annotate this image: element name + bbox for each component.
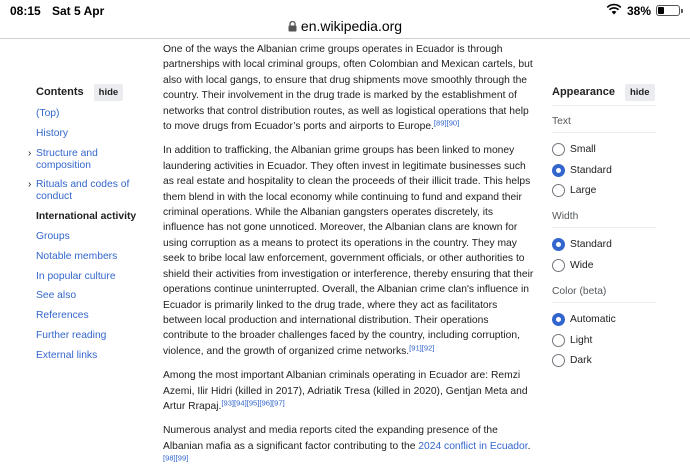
toc-header — [28, 82, 138, 102]
radio-unchecked[interactable] — [552, 354, 565, 367]
color-option-light[interactable] — [552, 330, 656, 351]
toc-item-label: In popular culture — [36, 270, 116, 282]
toc-item-references[interactable] — [28, 310, 138, 322]
appearance-header — [552, 82, 656, 102]
conflict-2024-link[interactable]: 2024 conflict in Ecuador — [418, 440, 528, 452]
option-label: Standard — [570, 164, 612, 176]
option-label: Small — [570, 143, 596, 155]
toc-item-label: Structure and composition — [36, 147, 98, 171]
paragraph-text: Numerous analyst and media reports cited the expanding presence of the Albanian mafia as a significant factor contributing to the — [163, 425, 498, 452]
radio-checked[interactable] — [552, 238, 565, 251]
width-section — [552, 211, 656, 276]
text-option-standard[interactable] — [552, 160, 656, 181]
battery-percent: 38% — [626, 3, 651, 18]
toc-item-see-also[interactable] — [28, 290, 138, 302]
toc-item-further-reading[interactable] — [28, 330, 138, 342]
width-option-wide[interactable] — [552, 255, 656, 276]
citation-refs[interactable]: [89][90] — [433, 118, 460, 128]
toc-title: Contents — [36, 86, 84, 98]
toc-item-label: Rituals and codes of conduct — [36, 179, 130, 203]
option-label: Standard — [570, 239, 612, 251]
option-label: Large — [570, 185, 597, 197]
toc-item-label: International activity — [36, 211, 137, 223]
battery-icon — [656, 5, 680, 16]
divider — [552, 132, 656, 133]
toc-item-top[interactable] — [28, 108, 138, 120]
toc-hide-button[interactable]: hide — [94, 84, 124, 101]
toc-item-label: Groups — [36, 230, 70, 242]
option-label: Automatic — [570, 313, 616, 325]
toolbar-divider — [0, 38, 690, 39]
width-option-standard[interactable] — [552, 234, 656, 255]
address-bar[interactable] — [0, 18, 690, 38]
color-section — [552, 286, 656, 371]
toc-item-external-links[interactable] — [28, 350, 138, 362]
option-label: Wide — [570, 260, 594, 272]
appearance-title: Appearance — [552, 86, 615, 98]
status-time: 08:15 — [10, 4, 41, 18]
toc-item-rituals[interactable] — [28, 179, 138, 203]
lock-icon — [288, 19, 297, 35]
citation-refs[interactable]: [93][94][95][96][97] — [221, 398, 285, 408]
article-body — [163, 42, 535, 476]
battery-fill — [658, 7, 664, 14]
color-option-automatic[interactable] — [552, 309, 656, 330]
toc-item-label: External links — [36, 349, 98, 361]
paragraph-text: One of the ways the Albanian crime groups operates in Ecuador is through partnerships with local criminal groups, often Colombian and Mexican cartels, but also with local gangs, to ensure that drug shipments move smoothly through the country. Their involvement in the drug trade is marked by the establishment of networks that control distribution routes, as well as logistical operations that help to move drugs from Ecuador’s ports and airports to Europe. — [163, 44, 533, 133]
color-option-dark[interactable] — [552, 351, 656, 372]
article-paragraph — [163, 423, 535, 469]
toc-item-popular-culture[interactable] — [28, 271, 138, 283]
paragraph-end: . — [527, 440, 531, 452]
chevron-right-icon[interactable]: › — [28, 147, 32, 159]
url-text: en.wikipedia.org — [300, 18, 403, 34]
text-size-section — [552, 116, 656, 201]
toc-item-groups[interactable] — [28, 231, 138, 243]
radio-unchecked[interactable] — [552, 334, 565, 347]
article-paragraph — [163, 42, 535, 134]
chevron-right-icon[interactable]: › — [28, 179, 32, 191]
text-option-small[interactable] — [552, 139, 656, 160]
radio-unchecked[interactable] — [552, 184, 565, 197]
text-option-large[interactable] — [552, 181, 656, 202]
section-title: Width — [552, 211, 579, 223]
toc-item-label: (Top) — [36, 108, 60, 119]
ios-status-bar — [0, 0, 690, 20]
appearance-panel — [552, 82, 656, 371]
status-date: Sat 5 Apr — [52, 4, 105, 18]
section-title: Text — [552, 116, 571, 127]
option-label: Dark — [570, 355, 592, 367]
toc-item-structure[interactable] — [28, 148, 138, 172]
option-label: Light — [570, 334, 593, 346]
divider — [552, 302, 656, 303]
radio-checked[interactable] — [552, 164, 565, 177]
citation-refs[interactable]: [91][92] — [409, 343, 435, 353]
toc-item-international-activity[interactable] — [28, 211, 138, 223]
citation-refs[interactable]: [98][99] — [163, 453, 189, 463]
toc-item-label: See also — [36, 290, 77, 302]
radio-checked[interactable] — [552, 313, 565, 326]
wifi-icon — [606, 3, 622, 18]
paragraph-text: Among the most important Albanian criminals operating in Ecuador are: Remzi Azemi, Ilir Hidri (killed in 2017), Adriatik Tresa (killed in 2020), Gentjan Meta and Artur Rrapaj. — [163, 370, 528, 412]
toc-item-history[interactable] — [28, 128, 138, 140]
table-of-contents — [28, 82, 138, 370]
divider — [552, 227, 656, 228]
divider — [552, 105, 656, 106]
toc-list — [28, 108, 138, 362]
toc-item-label: History — [36, 127, 69, 139]
toc-item-label: References — [36, 310, 89, 322]
radio-unchecked[interactable] — [552, 143, 565, 156]
article-paragraph — [163, 368, 535, 414]
paragraph-text: In addition to trafficking, the Albanian grime groups has been linked to money laundering activities in Ecuador. They often invest in legitimate businesses such as real estate and hospitality to clean the proceeds of their illicit trade. This helps them blend in with the local economy while continuing to fund and expand their criminal operations. While the Albanian gangsters operates discretely, its influence has not gone unnoticed. Moreover, the Albanian clans are known for using corruption as a means to protect its operations in the country. They may seek to bribe local law enforcement, government officials, or other authorities to shield their activities from investigation or interference, thereby ensuring that their operations continue uninterrupted. Overall, the Albanian crime clan's influence in Ecuador is primarily linked to the drug trade, where they act as facilitators between local production and international distribution. Their operations contribute to the broader challenges faced by the country, including corruption, violence, and the growth of organized crime networks. — [163, 145, 534, 357]
article-paragraph — [163, 143, 535, 359]
radio-unchecked[interactable] — [552, 259, 565, 272]
status-right — [606, 3, 680, 18]
appearance-hide-button[interactable]: hide — [625, 84, 655, 101]
section-title: Color (beta) — [552, 285, 607, 297]
toc-item-notable-members[interactable] — [28, 251, 138, 263]
toc-item-label: Further reading — [36, 329, 107, 341]
toc-item-label: Notable members — [36, 250, 118, 262]
